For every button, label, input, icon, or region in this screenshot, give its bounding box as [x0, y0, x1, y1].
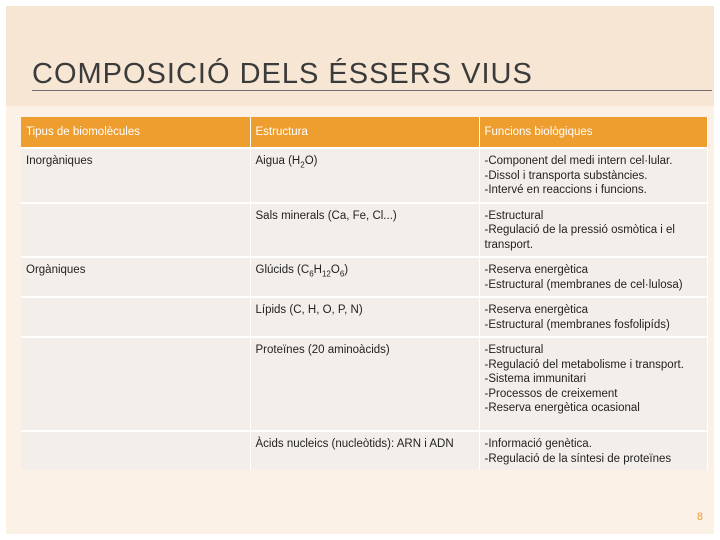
cell-biomolecule-type: [21, 337, 250, 431]
cell-structure: [250, 337, 479, 431]
page-number: 8: [696, 511, 703, 523]
cell-functions: [479, 337, 707, 431]
subscript: 12: [321, 269, 331, 279]
function-line: -Reserva energètica ocasional: [484, 402, 640, 414]
cell-biomolecule-type: [21, 203, 250, 258]
structure-text: O: [330, 264, 340, 276]
subscript: 2: [300, 160, 305, 170]
biomolecules-table: [21, 117, 708, 470]
function-line: -Informació genètica.: [484, 438, 592, 450]
cell-biomolecule-type: Inorgàniques: [21, 148, 250, 203]
function-line: -Estructural (membranes fosfolipíds): [484, 318, 670, 331]
table-row: [21, 257, 707, 297]
function-line: -Reserva energètica: [484, 264, 589, 276]
table-row: [21, 297, 707, 337]
function-line: -Estructural: [484, 209, 544, 222]
subscript: 6: [309, 269, 314, 279]
structure-text: Sals minerals (Ca, Fe, Cl...): [255, 209, 397, 222]
function-line: -Estructural (membranes de cel·lulosa): [484, 278, 683, 291]
title-underline: [32, 90, 712, 91]
cell-structure: [250, 257, 479, 297]
structure-text: Aigua (H: [255, 155, 301, 167]
table-row: [21, 203, 707, 258]
function-line: -Intervé en reaccions i funcions.: [484, 184, 647, 196]
cell-structure: [250, 297, 479, 337]
structure-text: Lípids (C, H, O, P, N): [255, 304, 363, 316]
function-line: -Dissol i transporta substàncies.: [484, 169, 648, 182]
function-line: -Regulació de la síntesi de proteïnes: [484, 452, 672, 465]
cell-biomolecule-type: [21, 297, 250, 337]
structure-text: H: [313, 264, 322, 276]
table-body: [21, 148, 707, 470]
column-header-functions: Funcions biològiques: [479, 117, 707, 148]
table-row: [21, 148, 707, 203]
slide-header: [6, 6, 714, 106]
structure-text: Àcids nucleics (nucleòtids): ARN i ADN: [255, 438, 454, 450]
cell-biomolecule-type: [21, 431, 250, 470]
function-line: -Reserva energètica: [484, 304, 589, 316]
function-line: -Component del medi intern cel·lular.: [484, 155, 673, 167]
table-row: [21, 337, 707, 431]
function-line: -Regulació de la pressió osmòtica i el transport.: [484, 224, 675, 251]
cell-functions: [479, 297, 707, 337]
cell-structure: [250, 148, 479, 203]
function-line: -Processos de creixement: [484, 387, 618, 400]
cell-biomolecule-type: Orgàniques: [21, 257, 250, 297]
function-line: -Sistema immunitari: [484, 373, 587, 385]
structure-text: Proteïnes (20 aminoàcids): [255, 344, 390, 356]
structure-text: Glúcids (C: [255, 264, 310, 276]
cell-functions: [479, 148, 707, 203]
cell-functions: [479, 257, 707, 297]
table-row: [21, 431, 707, 470]
function-line: -Regulació del metabolisme i transport.: [484, 358, 684, 371]
structure-text: O): [304, 155, 318, 167]
structure-text: ): [344, 264, 349, 276]
function-line: -Estructural: [484, 344, 544, 356]
slide-title: COMPOSICIÓ DELS ÉSSERS VIUS: [32, 58, 533, 90]
column-header-structure: Estructura: [250, 117, 479, 148]
cell-functions: [479, 203, 707, 258]
column-header-type: Tipus de biomolècules: [21, 117, 250, 148]
cell-structure: [250, 203, 479, 258]
cell-structure: [250, 431, 479, 470]
table-header-row: [21, 117, 707, 148]
subscript: 6: [339, 269, 345, 279]
cell-functions: [479, 431, 707, 470]
